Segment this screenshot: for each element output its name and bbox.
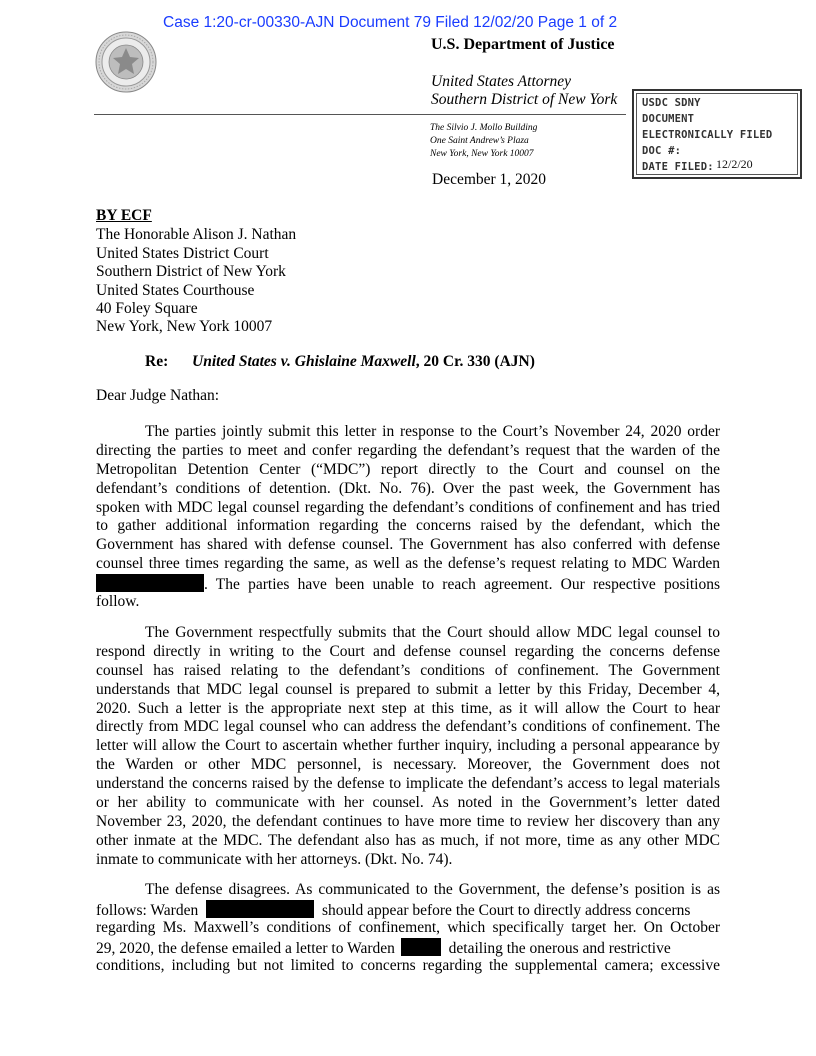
paragraph-line-text: detailing the onerous and restrictive [448,939,671,957]
re-label: Re: [145,353,169,370]
paragraph-line-text: 29, 2020, the defense emailed a letter to Warden [96,939,395,957]
case-number: , 20 Cr. 330 (AJN) [415,353,535,370]
recipient-line: Southern District of New York [96,263,286,280]
paragraph-line: spoken with MDC legal counsel regarding the defendant’s conditions of confinement and has tried [96,498,720,516]
address-line: New York, New York 10007 [430,149,534,159]
paragraph-line: counsel three times regarding the same, as well as the defense’s request relating to MDC Warden [96,555,720,573]
paragraph-line: The defense disagrees. As communicated to the Government, the defense’s position is as [145,881,720,898]
salutation: Dear Judge Nathan: [96,387,220,404]
filing-stamp [632,89,802,179]
paragraph-3 [96,881,720,975]
recipient-line: United States District Court [96,245,269,262]
paragraph-line: to gather additional information regarding the concerns raised by the defendant, which the [96,517,720,535]
paragraph-line: other inmate at the MDC. The defendant also has as much, if not more, time as any other MDC [96,831,720,849]
paragraph-line-text: follows: Warden [96,901,199,919]
paragraph-line-text: . The parties have been unable to reach agreement. Our respective positions [204,576,720,594]
paragraph-line: letter will allow the Court to ascertain whether further inquiry, including a personal appearance by [96,737,720,755]
recipient-line: United States Courthouse [96,282,255,299]
paragraph-line: understand the concerns raised by the defense to implicate the defendant’s access to legal materials [96,775,720,793]
paragraph-line: or her ability to communicate with her counsel. As noted in the Government’s letter dated [96,794,720,812]
paragraph-line-text: should appear before the Court to directly address concerns [321,901,691,919]
office-line-2: Southern District of New York [431,91,618,108]
re-line [145,353,535,371]
paragraph-line: defendant’s conditions of detention. (Dkt. No. 76). Over the past week, the Government has [96,479,720,497]
redaction-bar [206,900,314,918]
recipient-line: New York, New York 10007 [96,318,273,335]
paragraph-line: Metropolitan Detention Center (“MDC”) report directly to the Court and counsel on the [96,460,720,478]
stamp-line: DATE FILED: [642,161,714,173]
paragraph-line: The parties jointly submit this letter in response to the Court’s November 24, 2020 order [145,423,720,440]
letter-date: December 1, 2020 [432,171,547,188]
case-title: United States v. Ghislaine Maxwell [192,353,416,370]
recipient-line: The Honorable Alison J. Nathan [96,226,297,243]
recipient-line: 40 Foley Square [96,300,198,317]
paragraph-line: directly from MDC legal counsel who can address the defendant’s conditions of confinement. The [96,718,720,736]
filing-header: Case 1:20-cr-00330-AJN Document 79 Filed 12/02/20 Page 1 of 2 [163,14,618,31]
delivery-method: BY ECF [96,207,152,224]
paragraph-line: The Government respectfully submits that the Court should allow MDC legal counsel to [145,624,720,641]
redaction-bar [401,938,441,956]
paragraph-line: inmate to communicate with her attorneys. (Dkt. No. 74). [96,850,453,868]
doj-seal-icon [95,31,157,93]
paragraph-line [96,900,720,919]
address-line: The Silvio J. Mollo Building [430,123,538,133]
paragraph-1 [96,423,720,612]
paragraph-line: regarding Ms. Maxwell’s conditions of confinement, which specifically target her. On October [96,918,720,936]
paragraph-line: November 23, 2020, the defendant continues to have more time to review her discovery than any [96,812,720,830]
office-line-1: United States Attorney [431,73,572,90]
paragraph-line: the Warden or other MDC personnel, is necessary. Moreover, the Government does not [96,756,720,774]
paragraph-line [96,938,720,957]
stamp-line: DOC #: [642,145,682,157]
stamp-line: USDC SDNY [642,97,701,109]
stamp-line: ELECTRONICALLY FILED [642,129,773,141]
paragraph-line: counsel has raised relating to the defendant’s conditions of confinement. The Government [96,661,720,679]
paragraph-line: directing the parties to meet and confer regarding the defendant’s request that the warden of the [96,441,720,459]
paragraph-line: respond directly in writing to the Court and defense counsel regarding the concerns defense [96,642,720,660]
paragraph-line [96,574,720,593]
paragraph-line: Government has shared with defense counsel. The Government has also conferred with defense [96,536,720,554]
stamp-line: DOCUMENT [642,113,695,125]
department-name: U.S. Department of Justice [431,36,615,53]
paragraph-2 [96,624,720,870]
paragraph-line: 2020. Such a letter is the appropriate next step at this time, as it will allow the Court to hear [96,699,720,717]
address-line: One Saint Andrew’s Plaza [430,136,529,146]
paragraph-line: follow. [96,593,140,611]
letterhead-rule [94,114,626,115]
paragraph-line: understands that MDC legal counsel is prepared to submit a letter by this Friday, December 4, [96,680,720,698]
stamp-handwritten-date: 12/2/20 [716,157,753,171]
redaction-bar [96,574,204,592]
paragraph-line: conditions, including but not limited to concerns regarding the supplemental camera; excessive [96,956,720,974]
